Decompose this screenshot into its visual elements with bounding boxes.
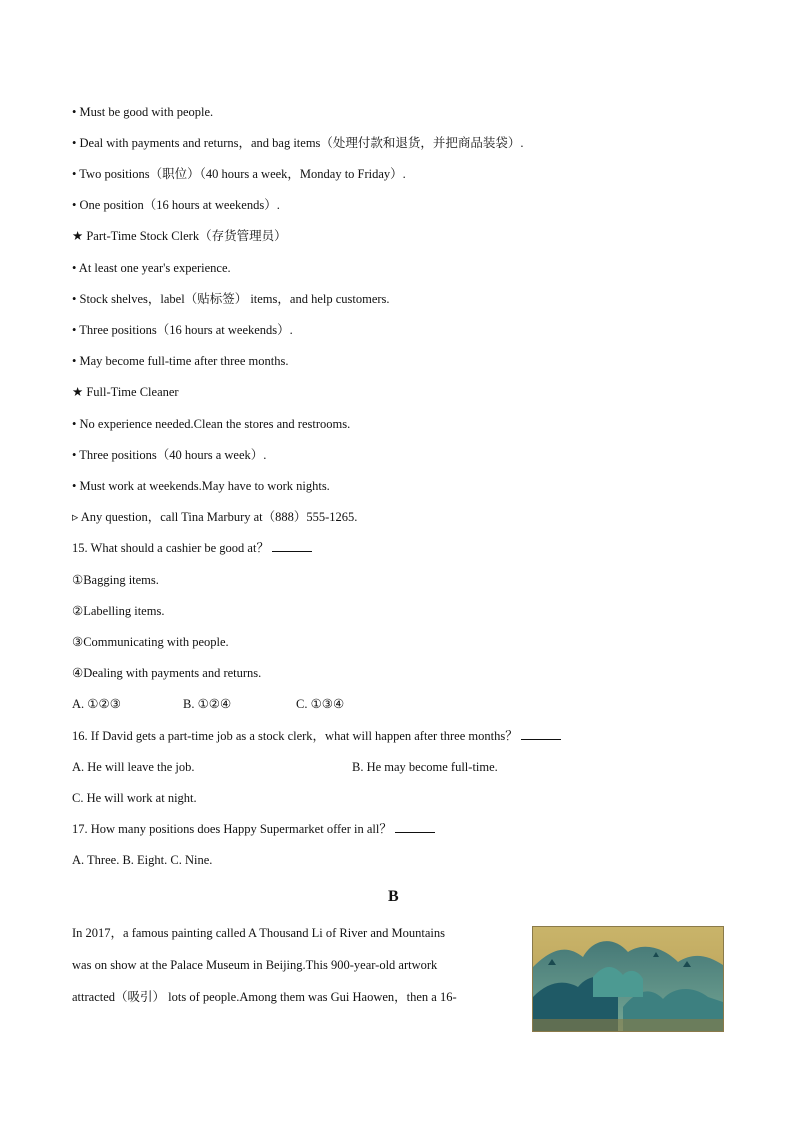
question-15-text: 15. What should a cashier be good at？ xyxy=(72,541,269,555)
q17-options: A. Three. B. Eight. C. Nine. xyxy=(72,853,213,867)
question-15 xyxy=(72,540,312,556)
notice-line: • One position（16 hours at weekends）. xyxy=(72,198,280,212)
q15-option-c: C. ①③④ xyxy=(296,697,345,711)
passage-line: attracted（吸引） lots of people.Among them was Gui Haowen，then a 16- xyxy=(72,990,457,1004)
notice-line: • Must be good with people. xyxy=(72,105,214,119)
answer-blank xyxy=(521,728,561,740)
job-heading-cleaner: ★ Full-Time Cleaner xyxy=(72,385,179,399)
notice-line: • Three positions（40 hours a week）. xyxy=(72,448,267,462)
q15-item: ④Dealing with payments and returns. xyxy=(72,666,262,680)
notice-line: • No experience needed.Clean the stores and restrooms. xyxy=(72,417,351,431)
question-16 xyxy=(72,728,561,744)
q16-option-a: A. He will leave the job. xyxy=(72,760,195,774)
job-heading-stock-clerk: ★ Part-Time Stock Clerk（存货管理员） xyxy=(72,229,287,243)
question-17 xyxy=(72,821,435,837)
q16-option-c: C. He will work at night. xyxy=(72,791,197,805)
landscape-painting-image xyxy=(532,926,724,1032)
section-b-title: B xyxy=(388,888,399,905)
notice-line: • May become full-time after three months. xyxy=(72,354,289,368)
q15-item: ②Labelling items. xyxy=(72,604,165,618)
q16-option-b: B. He may become full-time. xyxy=(352,760,498,774)
q15-option-b: B. ①②④ xyxy=(183,697,232,711)
notice-line: • Must work at weekends.May have to work nights. xyxy=(72,479,330,493)
answer-blank xyxy=(272,540,312,552)
answer-blank xyxy=(395,821,435,833)
question-17-text: 17. How many positions does Happy Supermarket offer in all？ xyxy=(72,822,392,836)
q15-option-a: A. ①②③ xyxy=(72,697,121,711)
question-16-text: 16. If David gets a part-time job as a stock clerk，what will happen after three months？ xyxy=(72,729,518,743)
q15-item: ③Communicating with people. xyxy=(72,635,229,649)
passage-line: was on show at the Palace Museum in Beijing.This 900-year-old artwork xyxy=(72,958,438,972)
notice-line: • At least one year's experience. xyxy=(72,261,231,275)
notice-line: • Three positions（16 hours at weekends）. xyxy=(72,323,293,337)
notice-line: • Deal with payments and returns，and bag items（处理付款和退货，并把商品装袋）. xyxy=(72,136,524,150)
notice-line: • Stock shelves，label（贴标签） items，and help customers. xyxy=(72,292,390,306)
contact-line: ▹ Any question，call Tina Marbury at（888）555-1265. xyxy=(72,510,358,524)
notice-line: • Two positions（职位）（40 hours a week，Monday to Friday）. xyxy=(72,167,406,181)
q15-item: ①Bagging items. xyxy=(72,573,159,587)
passage-line: In 2017，a famous painting called A Thousand Li of River and Mountains xyxy=(72,926,445,940)
